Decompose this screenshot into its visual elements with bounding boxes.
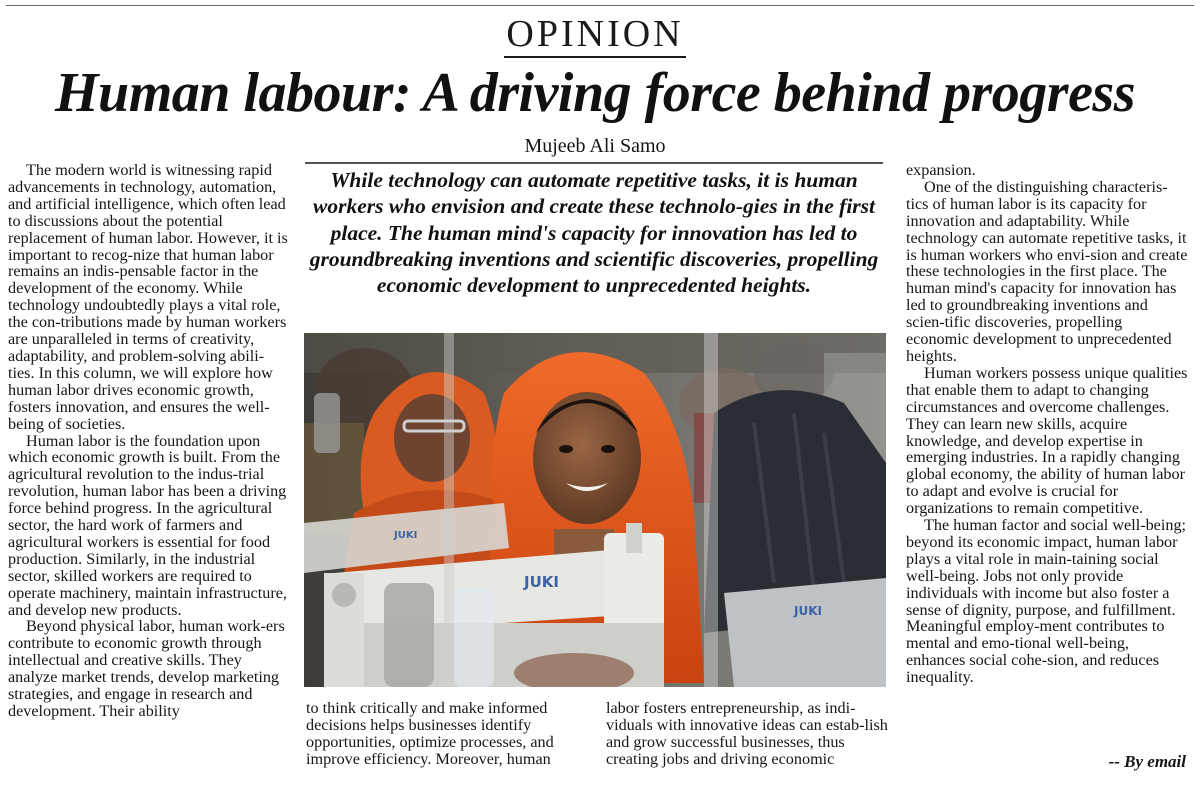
paragraph: Human labor is the foundation upon which economic growth is built. From the agricultural revolution to the indus-trial revolution, human labor has been a driving force behind progress. In the agricultural sector, the hard work of farmers and agricultural workers is essential for food production. Similarly, in the industrial sector, skilled workers are required to operate machinery, maintain infrastructure, and develop new products. (8, 431, 287, 619)
section-label (0, 12, 1190, 56)
paragraph: Beyond physical labor, human work-ers contribute to economic growth through intellectual and creative skills. They analyze market trends, develop marketing strategies, and engage in research and development. Their ability (8, 617, 285, 720)
signoff: -- By email (1108, 752, 1186, 771)
article-column-right (906, 162, 1188, 686)
paragraph: labor fosters entrepreneurship, as indi-viduals with innovative ideas can estab-lish and grow successful businesses, thus creating jobs and driving economic (606, 699, 888, 768)
paragraph: expansion. (906, 161, 976, 179)
garment-workers-photo (304, 333, 886, 687)
machine-brand-label: JUKI (524, 573, 559, 591)
article-column-bottom-1 (306, 700, 578, 768)
article-column-left (8, 162, 288, 720)
pull-quote-rule (305, 162, 883, 164)
article-column-bottom-2 (606, 700, 888, 768)
top-rule (6, 5, 1194, 6)
paragraph: Human workers possess unique qualities that enable them to adapt to changing circumstances and overcome challenges. They can learn new skills, acquire knowledge, and develop expertise in emerging industries. In a rapidly changing global economy, the ability of human labor to adapt and evolve is crucial for organizations to remain competitive. (906, 363, 1188, 518)
section-label-text: OPINION (504, 13, 685, 58)
pull-quote: While technology can automate repetitive tasks, it is human workers who envision and create these technolo-gies in the first place. The human mind's capacity for innovation has led to groundbreaking inventions and scientific discoveries, propelling economic development to unprecedented heights. (309, 168, 879, 298)
byline: Mujeeb Ali Samo (524, 135, 666, 157)
machine-brand-label: JUKI (394, 530, 418, 541)
paragraph: The modern world is witnessing rapid advancements in technology, automation, and artificial intelligence, which often lead to discussions about the potential replacement of human labor. However, it is important to recog-nize that human labor remains an indis-pensable factor in the development of the economy. While technology undoubtedly plays a vital role, the con-tributions made by human workers are unparalleled in terms of creativity, adaptability, and problem-solving abili-ties. In this column, we will explore how human labor drives economic growth, fosters innovation, and ensures the well-being of societies. (8, 161, 288, 433)
machine-brand-label: JUKI (794, 604, 822, 618)
article-photo (304, 333, 886, 687)
headline: Human labour: A driving force behind progress (54, 62, 1136, 124)
paragraph: One of the distinguishing characteris-tics of human labor is its capacity for innovation and adaptability. While technology can automate repetitive tasks, it is human workers who envi-sion and create these technologies in the first place. The human mind's capacity for innovation has led to groundbreaking inventions and scien-tific discoveries, propelling economic development to unprecedented heights. (906, 177, 1188, 365)
paragraph: to think critically and make informed decisions helps businesses identify opportunities, optimize processes, and improve efficiency. Moreover, human (306, 699, 554, 768)
paragraph: The human factor and social well-being; beyond its economic impact, human labor plays a vital role in main-taining social well-being. Jobs not only provide individuals with income but also foster a sense of dignity, purpose, and fulfillment. Meaningful employ-ment contributes to mental and emo-tional well-being, enhances social cohe-sion, and reduces inequality. (906, 516, 1187, 687)
